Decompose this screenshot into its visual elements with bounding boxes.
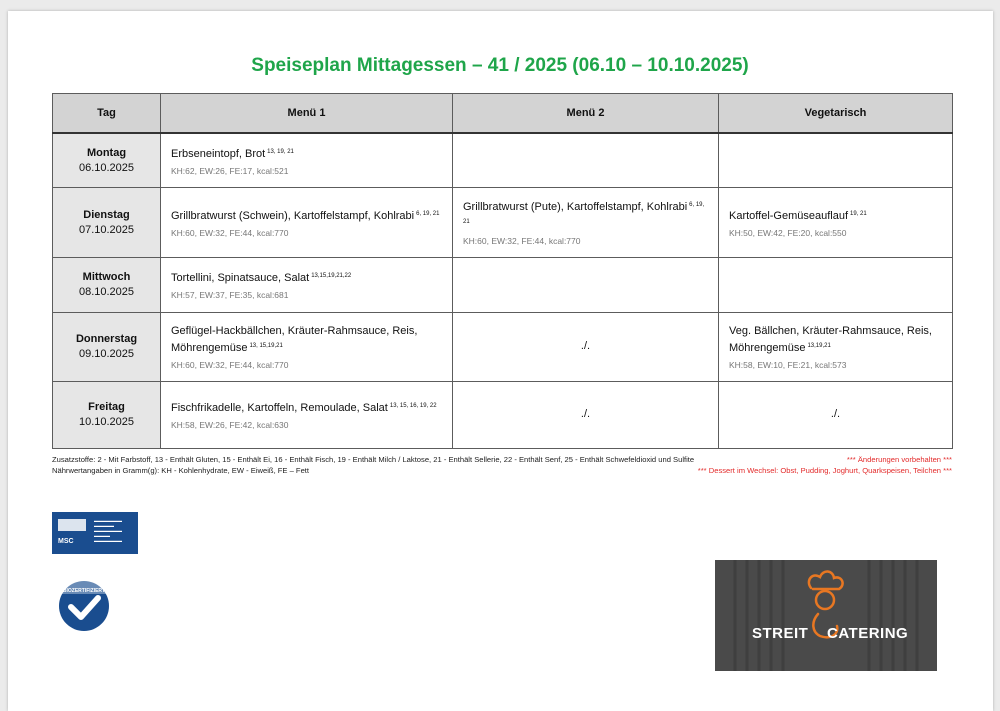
table-row xyxy=(53,133,953,187)
allergen-codes: 13,15,19,21,22 xyxy=(311,273,352,279)
msc-badge xyxy=(52,512,138,554)
additives-legend: Zusatzstoffe: 2 - Mit Farbstoff, 13 - Enthält Gluten, 15 - Enthält Ei, 16 - Enthält Fisch, 19 - Enthält Milch / Laktose, 21 - Enthält Sellerie, 22 - Enthält Senf, 25 - Enthält Schwefeldioxid und Sulfite xyxy=(52,455,695,464)
msc-fineprint: ▬▬▬▬▬▬▬ ▬▬▬▬▬ ▬▬▬▬▬▬▬ ▬▬▬▬ ▬▬▬▬▬▬▬ xyxy=(94,518,122,543)
allergen-codes: 19, 21 xyxy=(850,210,867,217)
logo-text-streit: STREIT xyxy=(752,625,809,642)
day-date: 07.10.2025 xyxy=(78,223,135,236)
day-cell xyxy=(53,257,161,312)
table-row xyxy=(53,257,953,312)
menu1-cell xyxy=(161,133,453,187)
nutrition-info: KH:62, EW:26, FE:17, kcal:521 xyxy=(171,165,289,176)
day-name: Freitag xyxy=(88,401,125,413)
vegetarian-cell xyxy=(719,187,953,257)
msc-stripe xyxy=(58,519,86,531)
menu1-cell xyxy=(161,257,453,312)
dish-name: ./. xyxy=(580,408,591,420)
day-date: 06.10.2025 xyxy=(78,161,135,174)
day-cell xyxy=(53,187,161,257)
menu2-cell xyxy=(453,381,719,448)
footer-notes xyxy=(52,455,952,477)
table-row xyxy=(53,381,953,448)
page-title: Speiseplan Mittagessen – 41 / 2025 (06.10 – 10.10.2025) xyxy=(251,55,749,76)
menu-table xyxy=(52,93,953,449)
dish-name: Grillbratwurst (Pute), Kartoffelstampf, Kohlrabi xyxy=(463,201,688,213)
dish-name: ./. xyxy=(580,340,591,352)
allergen-codes: 13, 19, 21 xyxy=(267,148,294,155)
certification-check-icon xyxy=(58,580,110,632)
dish-name: Kartoffel-Gemüseauflauf xyxy=(729,209,849,222)
streit-catering-logo xyxy=(715,560,937,671)
nutrition-info: KH:60, EW:32, FE:44, kcal:770 xyxy=(171,359,289,370)
day-name: Dienstag xyxy=(83,208,130,221)
vegetarian-cell xyxy=(719,381,953,448)
table-row xyxy=(53,187,953,257)
nutrition-info: KH:58, EW:10, FE:21, kcal:573 xyxy=(729,359,847,370)
menu1-cell xyxy=(161,312,453,381)
header-day: Tag xyxy=(53,94,161,134)
day-name: Mittwoch xyxy=(82,271,131,283)
dish-name: Veg. Bällchen, Kräuter-Rahmsauce, Reis, Möhrengemüse xyxy=(729,324,932,354)
day-date: 09.10.2025 xyxy=(78,348,135,360)
menu1-cell xyxy=(161,381,453,448)
allergen-codes: 13, 15,19,21 xyxy=(249,342,283,349)
msc-label: MSC xyxy=(58,538,74,545)
menu2-cell xyxy=(453,312,719,381)
allergen-codes: 13,19,21 xyxy=(807,342,831,349)
logo-text-catering: CATERING xyxy=(827,625,909,642)
nutrition-info: KH:60, EW:32, FE:44, kcal:770 xyxy=(463,236,581,246)
nutrition-legend: Nährwertangaben in Gramm(g): KH - Kohlenhydrate, EW - Eiweiß, FE – Fett xyxy=(52,466,310,475)
vegetarian-cell xyxy=(719,133,953,187)
day-cell xyxy=(53,381,161,448)
header-row xyxy=(53,94,953,134)
vegetarian-cell xyxy=(719,312,953,381)
dessert-note: *** Dessert im Wechsel: Obst, Pudding, Joghurt, Quarkspeisen, Teilchen *** xyxy=(697,466,952,475)
header-vegetarian: Vegetarisch xyxy=(719,94,953,134)
dish-name: Geflügel-Hackbällchen, Kräuter-Rahmsauce, Reis, Möhrengemüse xyxy=(171,324,418,354)
day-date: 10.10.2025 xyxy=(78,416,135,428)
nutrition-info: KH:60, EW:32, FE:44, kcal:770 xyxy=(171,227,289,238)
day-cell xyxy=(53,133,161,187)
allergen-codes: 6, 19, 21 xyxy=(416,210,440,217)
header-menu1: Menü 1 xyxy=(161,94,453,134)
menu2-cell xyxy=(453,187,719,257)
vegetarian-cell xyxy=(719,257,953,312)
nutrition-info: KH:50, EW:42, FE:20, kcal:550 xyxy=(729,227,847,238)
day-name: Montag xyxy=(86,146,127,159)
menu1-cell xyxy=(161,187,453,257)
dish-name: Grillbratwurst (Schwein), Kartoffelstampf, Kohlrabi xyxy=(171,209,415,222)
allergen-codes: 13, 15, 16, 19, 22 xyxy=(389,403,437,409)
chef-icon xyxy=(715,560,937,671)
nutrition-info: KH:57, EW:37, FE:35, kcal:681 xyxy=(171,290,289,300)
day-name: Donnerstag xyxy=(75,333,138,345)
day-date: 08.10.2025 xyxy=(78,286,135,298)
cert-label: BIOZERTIFIZIERT xyxy=(62,588,106,594)
changes-note: *** Änderungen vorbehalten *** xyxy=(846,455,952,464)
dish-name: ./. xyxy=(830,408,841,420)
dish-name: Fischfrikadelle, Kartoffeln, Remoulade, Salat xyxy=(171,402,388,414)
nutrition-info: KH:58, EW:26, FE:42, kcal:630 xyxy=(171,420,289,430)
dish-name: Erbseneintopf, Brot xyxy=(171,147,266,160)
menu2-cell xyxy=(453,257,719,312)
header-menu2: Menü 2 xyxy=(453,94,719,134)
table-row xyxy=(53,312,953,381)
menu2-cell xyxy=(453,133,719,187)
day-cell xyxy=(53,312,161,381)
allergen-codes: 6, 19, 21 xyxy=(463,202,705,225)
dish-name: Tortellini, Spinatsauce, Salat xyxy=(171,272,310,284)
